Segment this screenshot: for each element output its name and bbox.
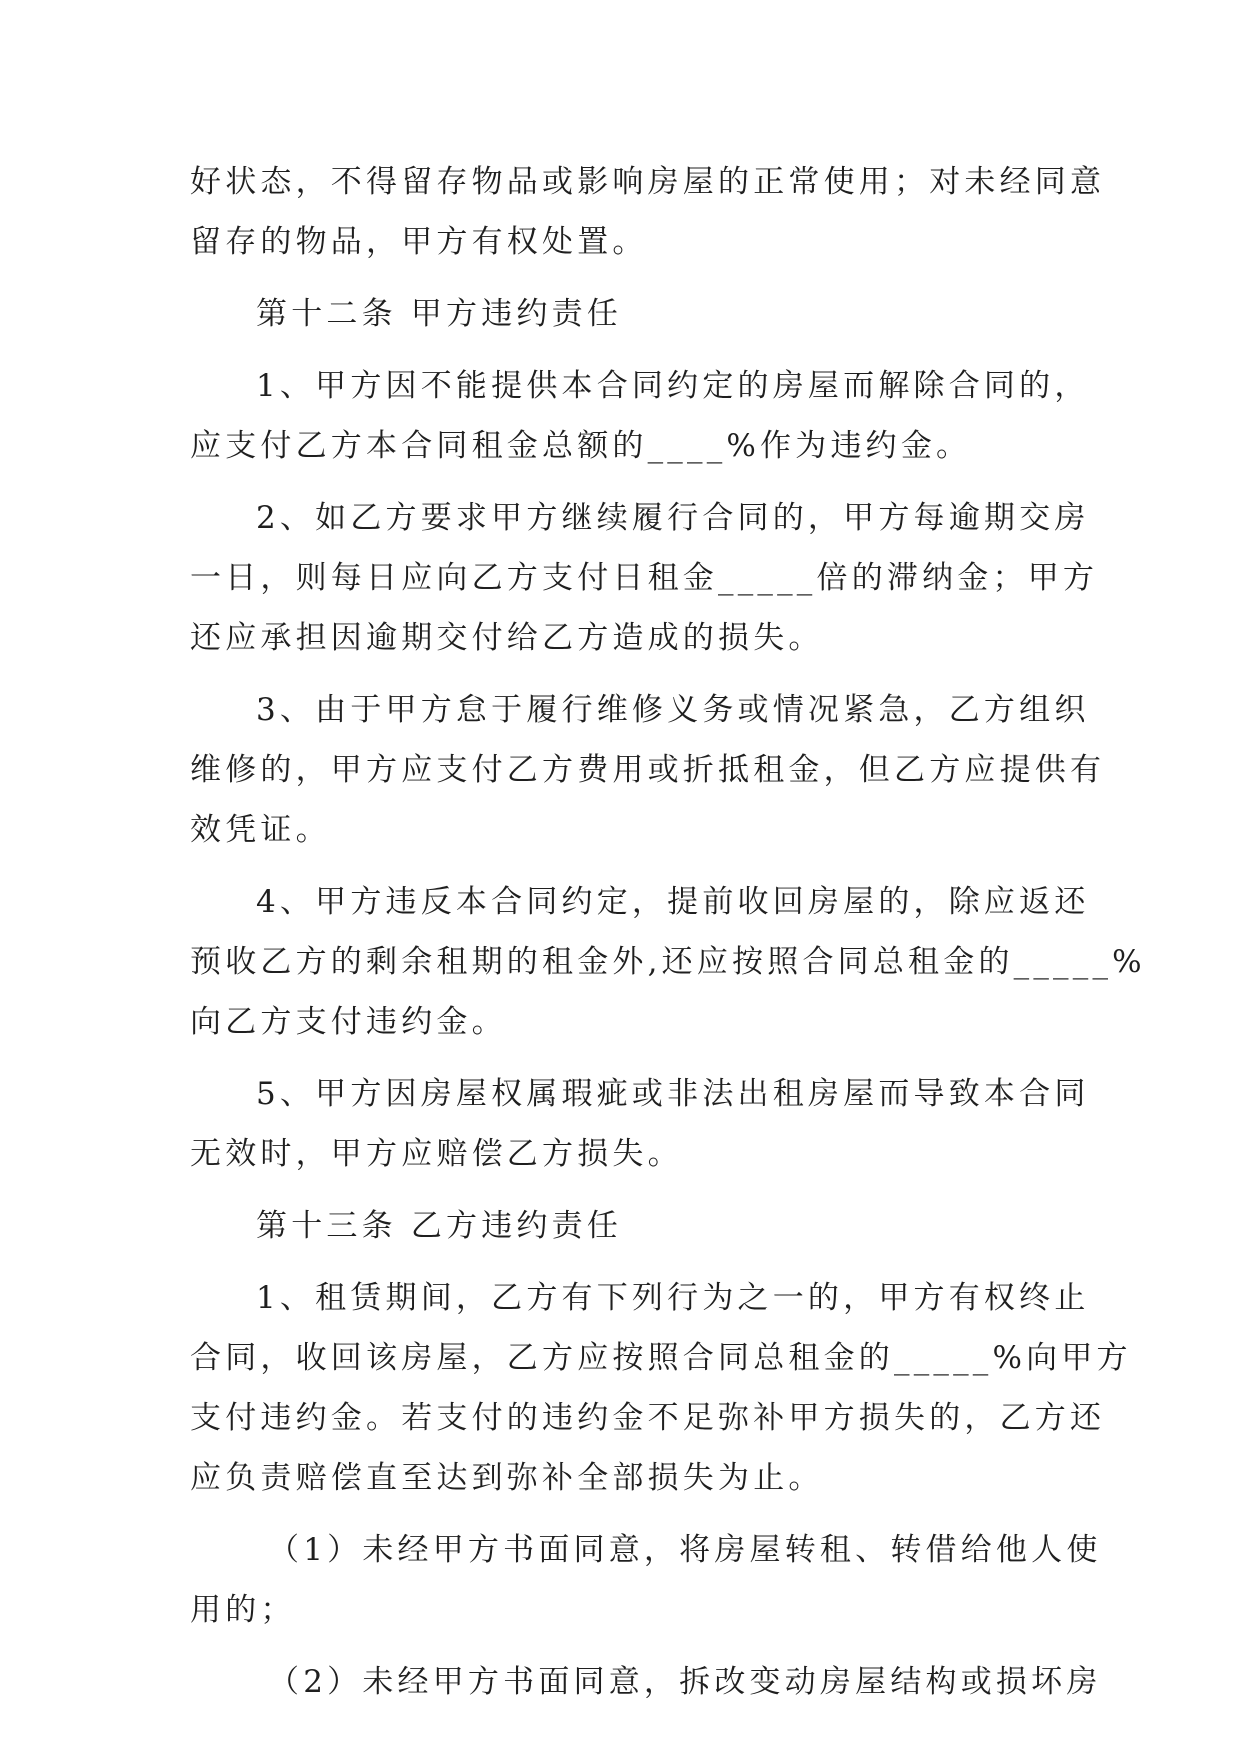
text-line: 合同，收回该房屋，乙方应按照合同总租金的_____%向甲方 <box>190 1340 1132 1376</box>
text-line: 用的； <box>190 1592 296 1628</box>
clause-12-3: 3、由于甲方怠于履行维修义务或情况紧急，乙方组织 <box>256 692 1090 728</box>
text-line: 维修的，甲方应支付乙方费用或折抵租金，但乙方应提供有 <box>190 752 1106 788</box>
sub-item-2: （2）未经甲方书面同意，拆改变动房屋结构或损坏房 <box>268 1664 1102 1700</box>
clause-12-5: 5、甲方因房屋权属瑕疵或非法出租房屋而导致本合同 <box>256 1076 1090 1112</box>
clause-12-4: 4、甲方违反本合同约定，提前收回房屋的，除应返还 <box>256 884 1090 920</box>
section-heading-12: 第十二条 甲方违约责任 <box>256 296 623 332</box>
text-line: 一日，则每日应向乙方支付日租金_____倍的滞纳金；甲方 <box>190 560 1099 596</box>
section-heading-13: 第十三条 乙方违约责任 <box>256 1208 623 1244</box>
sub-item-1: （1）未经甲方书面同意，将房屋转租、转借给他人使 <box>268 1532 1102 1568</box>
text-line: 应负责赔偿直至达到弥补全部损失为止。 <box>190 1460 824 1496</box>
clause-12-2: 2、如乙方要求甲方继续履行合同的，甲方每逾期交房 <box>256 500 1090 536</box>
text-line: 预收乙方的剩余租期的租金外,还应按照合同总租金的_____% <box>190 944 1146 980</box>
contract-body <box>190 152 1146 1712</box>
text-line: 好状态，不得留存物品或影响房屋的正常使用；对未经同意 <box>190 164 1106 200</box>
text-line: 无效时，甲方应赔偿乙方损失。 <box>190 1136 683 1172</box>
text-line: 留存的物品，甲方有权处置。 <box>190 224 648 260</box>
clause-13-1: 1、租赁期间，乙方有下列行为之一的，甲方有权终止 <box>256 1280 1090 1316</box>
text-line: 还应承担因逾期交付给乙方造成的损失。 <box>190 620 824 656</box>
clause-12-1: 1、甲方因不能提供本合同约定的房屋而解除合同的， <box>256 368 1090 404</box>
text-line: 应支付乙方本合同租金总额的____%作为违约金。 <box>190 428 972 464</box>
text-line: 向乙方支付违约金。 <box>190 1004 507 1040</box>
text-line: 效凭证。 <box>190 812 331 848</box>
text-line: 支付违约金。若支付的违约金不足弥补甲方损失的，乙方还 <box>190 1400 1106 1436</box>
